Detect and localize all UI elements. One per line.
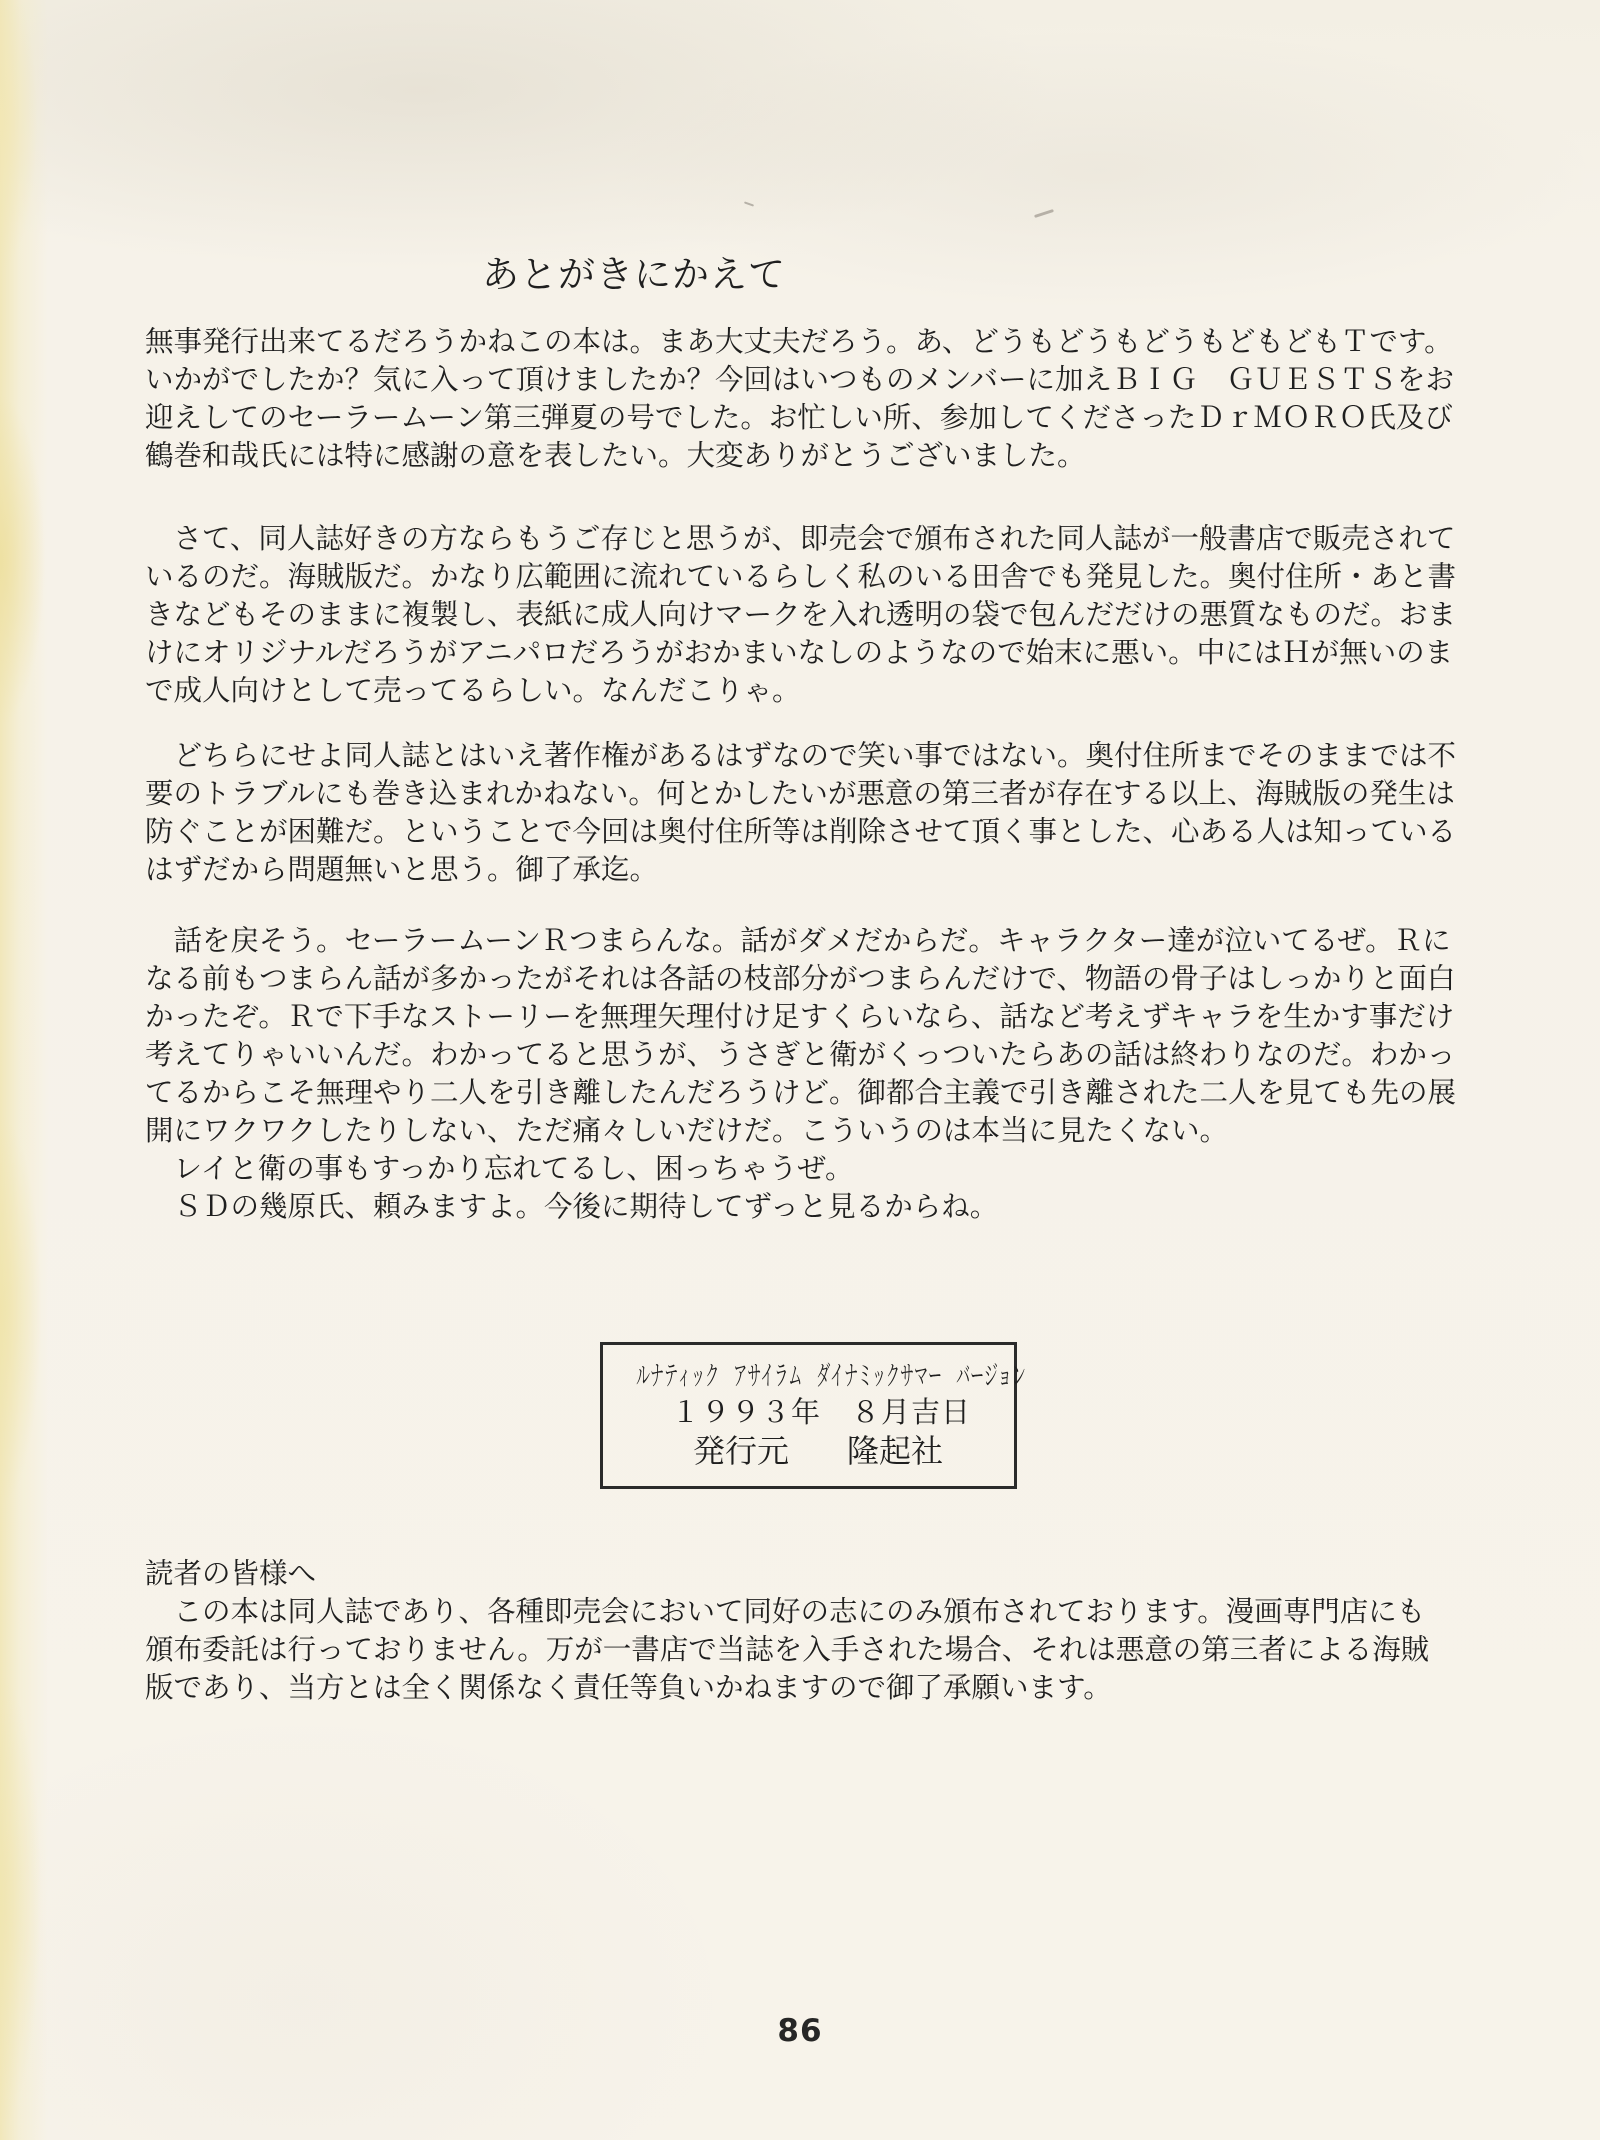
text-line: この本は同人誌であり、各種即売会において同好の志にのみ頒布されております。漫画専門店にも (145, 1597, 1426, 1628)
text-line: 頒布委託は行っておりません。万が一書店で当誌を入手された場合、それは悪意の第三者による海賊 (145, 1635, 1430, 1666)
text-line: 鶴巻和哉氏には特に感謝の意を表したい。大変ありがとうございました。 (145, 441, 1086, 472)
scan-speck (744, 201, 754, 206)
scan-edge-artifact (0, 0, 48, 2140)
paragraph-intro (145, 324, 1470, 476)
text-line: 防ぐことが困難だ。ということで今回は奥付住所等は削除させて頂く事とした、心ある人は知っている (145, 817, 1457, 848)
paragraph-anime-commentary (145, 923, 1470, 1227)
colophon-publisher-row (693, 1433, 1014, 1469)
text-line: 無事発行出来てるだろうかねこの本は。まあ大丈夫だろう。あ、どうもどうもどうもどもどもＴです。 (145, 327, 1453, 358)
readers-notice (145, 1556, 1470, 1708)
page-title: あとがきにかえて (482, 255, 786, 296)
page-number: 86 (777, 2013, 823, 2049)
colophon-date: １９９３年 ８月吉日 (671, 1397, 972, 1429)
scan-speck (1034, 209, 1054, 218)
text-line: 考えてりゃいいんだ。わかってると思うが、うさぎと衛がくっついたらあの話は終わりなのだ。わかっ (145, 1040, 1456, 1071)
text-line: 要のトラブルにも巻き込まれかねない。何とかしたいが悪意の第三者が存在する以上、海賊版の発生は (145, 779, 1455, 810)
colophon-series-title: ルナティック アサイラム ダイナミックサマー バージョン (636, 1361, 1026, 1391)
publisher-name: 隆起社 (847, 1433, 944, 1469)
paragraph-pirate-editions (145, 521, 1470, 711)
text-line: 迎えしてのセーラームーン第三弾夏の号でした。お忙しい所、参加してくださったＤｒＭＯＲＯ氏及び (145, 403, 1453, 434)
text-line: で成人向けとして売ってるらしい。なんだこりゃ。 (145, 676, 801, 707)
paragraph-copyright (145, 738, 1470, 890)
text-line: ＳＤの幾原氏、頼みますよ。今後に期待してずっと見るからね。 (145, 1192, 999, 1223)
text-line: 開にワクワクしたりしない、ただ痛々しいだけだ。こういうのは本当に見たくない。 (145, 1116, 1229, 1147)
text-line: はずだから問題無いと思う。御了承迄。 (145, 855, 659, 886)
colophon-box (600, 1342, 1026, 1489)
publisher-label: 発行元 (693, 1433, 790, 1469)
text-line: てるからこそ無理やり二人を引き離したんだろうけど。御都合主義で引き離された二人を見ても先の展 (145, 1078, 1457, 1109)
text-line: きなどもそのままに複製し、表紙に成人向けマークを入れ透明の袋で包んだだけの悪質なものだ。おま (145, 600, 1457, 631)
text-line: いかがでしたか？気に入って頂けましたか？今回はいつものメンバーに加えＢＩＧ ＧＵＥＳＴＳをお (145, 365, 1455, 396)
text-line: さて、同人誌好きの方ならもうご存じと思うが、即売会で頒布された同人誌が一般書店で販売されて (145, 524, 1456, 555)
text-line: 版であり、当方とは全く関係なく責任等負いかねますので御了承願います。 (145, 1673, 1112, 1704)
text-line: いるのだ。海賊版だ。かなり広範囲に流れているらしく私のいる田舎でも発見した。奥付住所・あと書 (145, 562, 1457, 593)
text-line: かったぞ。Ｒで下手なストーリーを無理矢理付け足すくらいなら、話など考えずキャラを生かす事だけ (145, 1002, 1455, 1033)
readers-notice-heading: 読者の皆様へ (145, 1559, 317, 1590)
text-line: レイと衛の事もすっかり忘れてるし、困っちゃうぜ。 (145, 1154, 854, 1185)
text-line: 話を戻そう。セーラームーンＲつまらんな。話がダメだからだ。キャラクター達が泣いてるぜ。Ｒに (145, 926, 1451, 957)
text-line: どちらにせよ同人誌とはいえ著作権があるはずなので笑い事ではない。奥付住所までそのままでは不 (145, 741, 1457, 772)
text-line: なる前もつまらん話が多かったがそれは各話の枝部分がつまらんだけで、物語の骨子はしっかりと面白 (145, 964, 1456, 995)
text-line: けにオリジナルだろうがアニパロだろうがおかまいなしのようなので始末に悪い。中にはＨが無いのま (145, 638, 1454, 669)
